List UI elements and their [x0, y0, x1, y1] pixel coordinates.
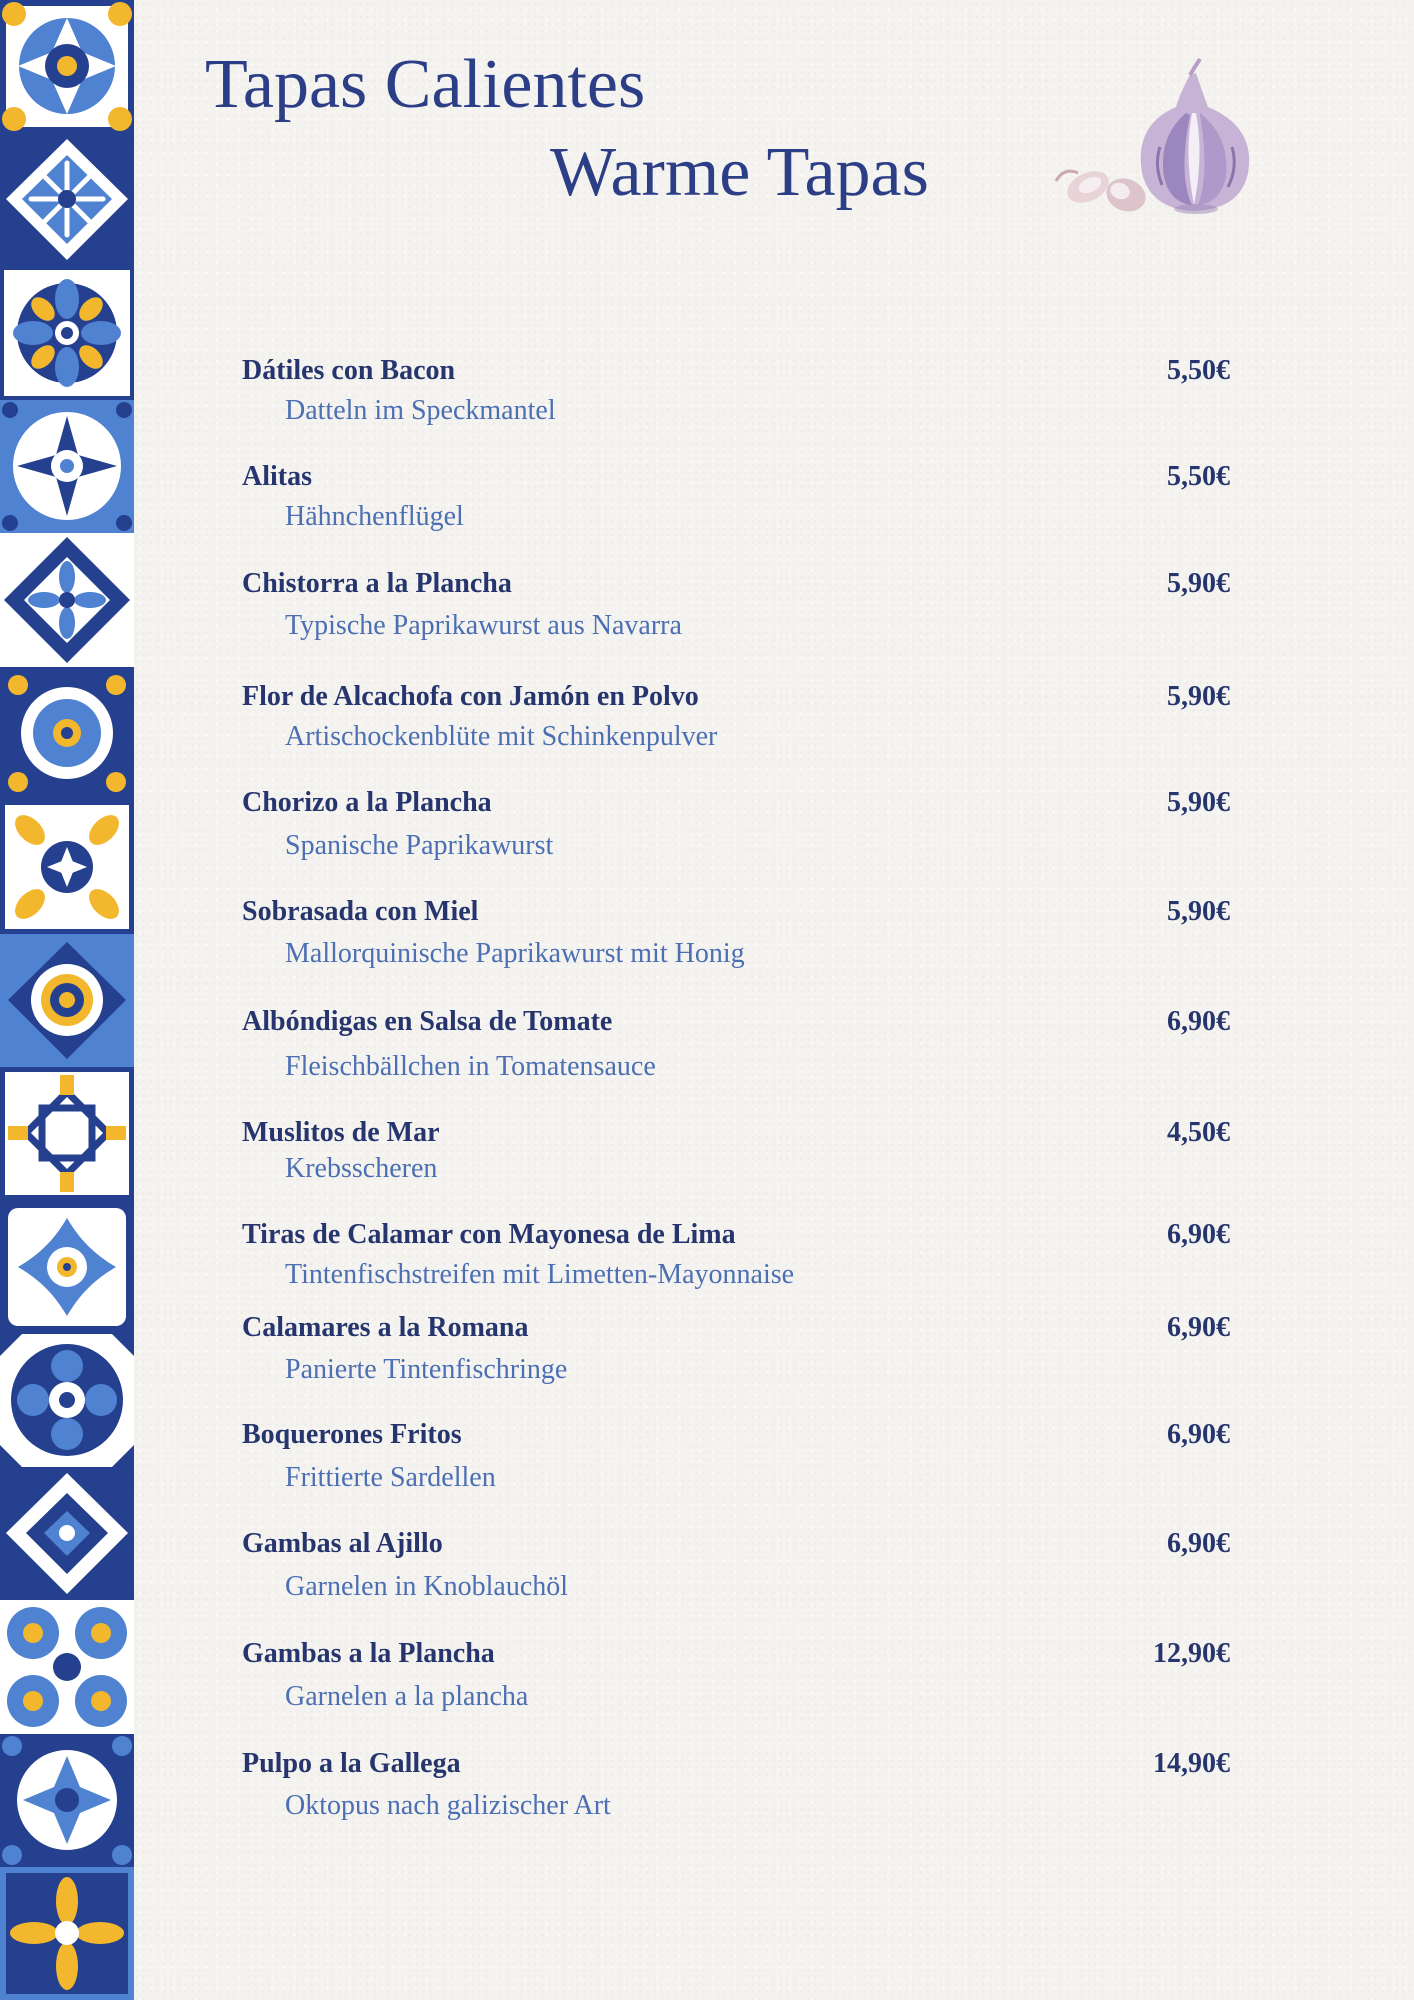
dish-name: Calamares a la Romana: [242, 1312, 529, 1343]
dish-name: Gambas a la Plancha: [242, 1638, 495, 1669]
dish-description: Typische Paprikawurst aus Navarra: [285, 610, 682, 641]
dish-description: Artischockenblüte mit Schinkenpulver: [285, 721, 718, 752]
menu-item: [242, 1008, 1230, 1088]
dish-description: Fleischbällchen in Tomatensauce: [285, 1051, 656, 1082]
dish-description: Frittierte Sardellen: [285, 1462, 496, 1493]
dish-description: Mallorquinische Paprikawurst mit Honig: [285, 938, 745, 969]
dish-name: Pulpo a la Gallega: [242, 1748, 461, 1779]
dish-name: Gambas al Ajillo: [242, 1528, 443, 1559]
page-subtitle: Warme Tapas: [550, 134, 929, 211]
dish-name: Flor de Alcachofa con Jamón en Polvo: [242, 681, 699, 712]
menu-item: [242, 1640, 1230, 1720]
menu-item: [242, 570, 1230, 650]
dish-price: 5,90€: [1167, 787, 1230, 818]
dish-name: Boquerones Fritos: [242, 1419, 462, 1450]
menu-item: [242, 683, 1230, 763]
menu-item: [242, 1221, 1230, 1301]
dish-price: 4,50€: [1167, 1117, 1230, 1148]
dish-price: 12,90€: [1153, 1638, 1230, 1669]
menu-item: [242, 789, 1230, 869]
dish-name: Tiras de Calamar con Mayonesa de Lima: [242, 1219, 736, 1250]
dish-description: Panierte Tintenfischringe: [285, 1354, 568, 1385]
dish-name: Chorizo a la Plancha: [242, 787, 492, 818]
dish-price: 6,90€: [1167, 1528, 1230, 1559]
dish-description: Datteln im Speckmantel: [285, 395, 556, 426]
dish-price: 6,90€: [1167, 1006, 1230, 1037]
dish-price: 5,90€: [1167, 896, 1230, 927]
dish-price: 5,50€: [1167, 355, 1230, 386]
menu-item: [242, 1750, 1230, 1830]
dish-name: Albóndigas en Salsa de Tomate: [242, 1006, 613, 1037]
dish-price: 6,90€: [1167, 1219, 1230, 1250]
dish-price: 14,90€: [1153, 1748, 1230, 1779]
dish-price: 6,90€: [1167, 1419, 1230, 1450]
menu-item: [242, 1530, 1230, 1610]
dish-description: Hähnchenflügel: [285, 501, 464, 532]
dish-description: Oktopus nach galizischer Art: [285, 1790, 611, 1821]
dish-name: Alitas: [242, 461, 312, 492]
page-title: Tapas Calientes: [205, 46, 646, 123]
menu-item: [242, 1314, 1230, 1394]
menu-item: [242, 463, 1230, 543]
menu-item: [242, 357, 1230, 437]
menu-item: [242, 1119, 1230, 1199]
dish-name: Chistorra a la Plancha: [242, 568, 512, 599]
dish-name: Muslitos de Mar: [242, 1117, 440, 1148]
dish-description: Tintenfischstreifen mit Limetten-Mayonnaise: [285, 1259, 795, 1290]
dish-description: Spanische Paprikawurst: [285, 830, 554, 861]
dish-price: 5,90€: [1167, 681, 1230, 712]
dish-description: Krebsscheren: [285, 1153, 438, 1184]
dish-description: Garnelen in Knoblauchöl: [285, 1571, 569, 1602]
menu-item: [242, 1421, 1230, 1501]
dish-price: 5,50€: [1167, 461, 1230, 492]
dish-name: Sobrasada con Miel: [242, 896, 479, 927]
dish-price: 5,90€: [1167, 568, 1230, 599]
dish-name: Dátiles con Bacon: [242, 355, 456, 386]
dish-price: 6,90€: [1167, 1312, 1230, 1343]
dish-description: Garnelen a la plancha: [285, 1681, 529, 1712]
menu-item: [242, 898, 1230, 978]
